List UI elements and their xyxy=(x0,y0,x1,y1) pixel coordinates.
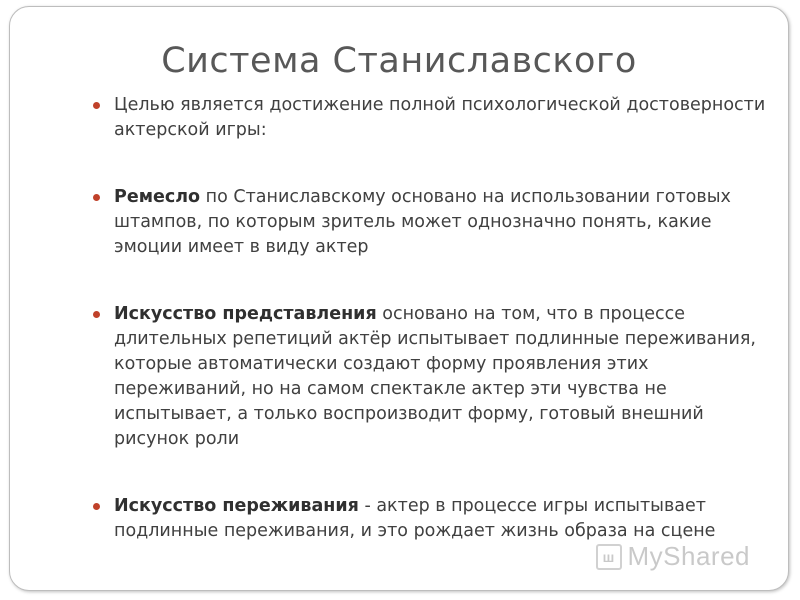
myshared-logo-icon: ш xyxy=(596,544,622,570)
bullet-dot-icon xyxy=(93,311,100,318)
slide-content xyxy=(92,93,772,544)
slide-title: Система Станиславского xyxy=(161,41,637,81)
bullet-item xyxy=(92,494,772,544)
watermark-text: MyShared xyxy=(627,541,750,571)
slide-frame xyxy=(9,6,789,591)
bullet-bold-text: Ремесло xyxy=(114,187,201,207)
bullet-dot-icon xyxy=(93,503,100,510)
bullet-dot-icon xyxy=(93,194,100,201)
bullet-text: основано на том, что в процессе длительных репетиций актёр испытывает подлинные переживания, которые автоматически создают форму проявления этих переживаний, но на самом спектакле актер эти чувства не испытывает, а только воспроизводит форму, готовый внешний рисунок роли xyxy=(114,304,756,449)
bullet-bold-text: Искусство представления xyxy=(114,304,377,324)
bullet-item xyxy=(92,185,772,260)
bullet-text: - актер в процессе игры испытывает подлинные переживания, и это рождает жизнь образа на сцене xyxy=(114,496,716,541)
bullet-item xyxy=(92,302,772,452)
bullet-bold-text: Искусство переживания xyxy=(114,496,359,516)
bullet-text: по Станиславскому основано на использовании готовых штампов, по которым зритель может однозначно понять, какие эмоции имеет в виду актер xyxy=(114,187,731,257)
bullet-dot-icon xyxy=(93,102,100,109)
watermark xyxy=(596,541,751,572)
bullet-text: Целью является достижение полной психологической достоверности актерской игры: xyxy=(114,95,766,140)
bullet-item xyxy=(92,93,772,143)
